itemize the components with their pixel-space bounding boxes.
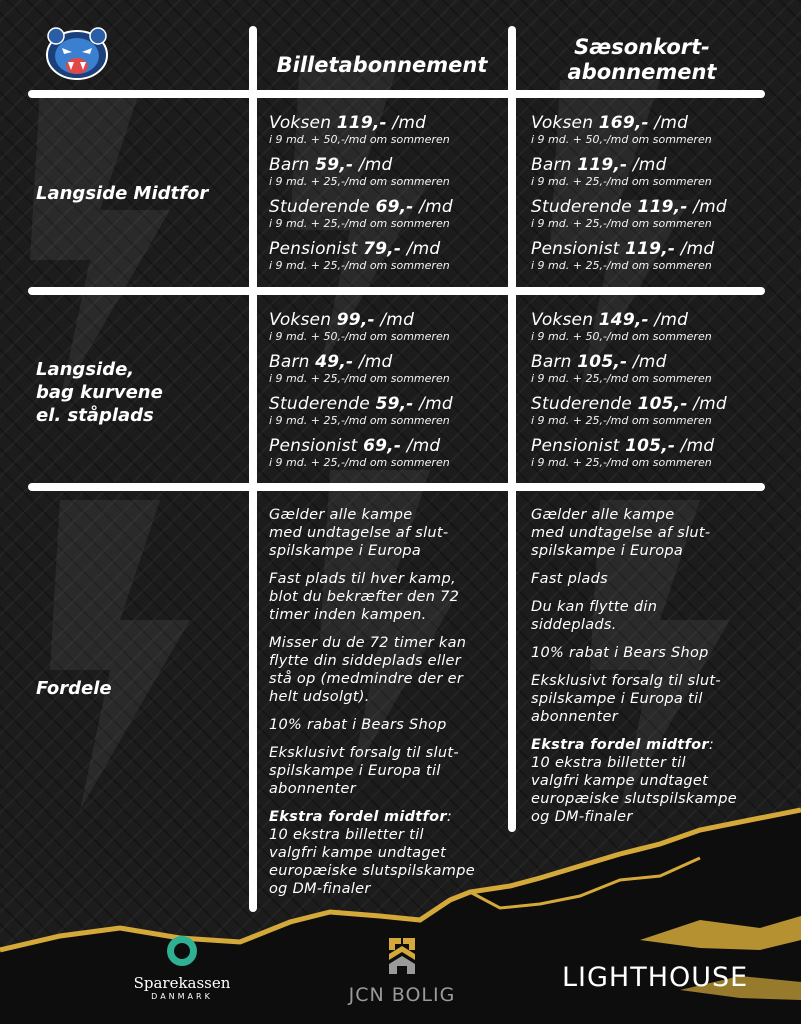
price-note: i 9 md. + 25,-/md om sommeren [531,175,712,188]
price-line [269,239,450,260]
price-category: Barn [269,352,310,372]
price-category: Barn [531,352,572,372]
price-entry [269,310,450,343]
price-line [531,155,712,176]
price-category: Pensionist [269,436,358,456]
price-line [531,113,712,134]
price-category: Studerende [269,197,370,217]
price-value: 119,- [637,197,688,217]
benefit-item: Fast plads til hver kamp, blot du bekræfter den 72 timer inden kampen. [269,571,460,623]
price-value: 59,- [315,155,354,175]
price-unit: /md [632,155,667,175]
price-unit: /md [654,310,689,330]
price-line [531,197,727,218]
price-unit: /md [358,155,393,175]
benefit-item: Eksklusivt forsalg til slut- spilskampe i Europa til abonnenter [269,745,459,797]
price-entry [531,239,714,272]
price-category: Pensionist [531,436,620,456]
sponsor-jcn-bolig: JCN BOLIG [340,936,464,1006]
benefit-item: Misser du de 72 timer kan flytte din siddeplads eller stå op (medmindre der er helt udsolgt). [269,635,467,705]
divider-horizontal-header [28,90,765,98]
price-line [269,310,450,331]
price-value: 79,- [363,239,402,259]
price-unit: /md [654,113,689,133]
price-category: Studerende [531,197,632,217]
price-entry [269,155,450,188]
benefit-extra: Ekstra fordel midtfor: 10 ekstra billetter til valgfri kampe undtaget europæiske slutspilskampe og DM-finaler [531,737,737,825]
price-line [269,436,450,457]
sponsor-lighthouse: LIGHTHOUSE [562,962,749,993]
price-value: 105,- [577,352,628,372]
price-entry [531,155,712,188]
divider-horizontal-row2 [28,483,765,491]
price-note: i 9 md. + 25,-/md om sommeren [531,217,712,230]
price-note: i 9 md. + 25,-/md om sommeren [269,414,450,427]
price-entry [269,394,453,427]
price-line [269,113,450,134]
price-note: i 9 md. + 25,-/md om sommeren [531,372,712,385]
price-note: i 9 md. + 25,-/md om sommeren [269,456,450,469]
price-line [269,197,453,218]
benefit-item: Fast plads [531,571,608,587]
divider-horizontal-row1 [28,287,765,295]
price-value: 49,- [315,352,354,372]
price-unit: /md [392,113,427,133]
price-line [269,394,453,415]
price-value: 119,- [625,239,676,259]
benefit-item: 10% rabat i Bears Shop [531,645,709,661]
divider-vertical-2 [508,26,516,832]
price-note: i 9 md. + 25,-/md om sommeren [269,372,450,385]
price-note: i 9 md. + 25,-/md om sommeren [531,259,712,272]
row-header-langside-midtfor: Langside Midtfor [36,183,209,204]
price-entry [269,352,450,385]
column-header-billetabonnement: Billetabonnement [276,53,488,77]
price-note: i 9 md. + 25,-/md om sommeren [269,217,450,230]
benefit-extra: Ekstra fordel midtfor: 10 ekstra billetter til valgfri kampe undtaget europæiske slutspilskampe og DM-finaler [269,809,475,897]
price-note: i 9 md. + 25,-/md om sommeren [531,414,712,427]
price-note: i 9 md. + 50,-/md om sommeren [269,330,450,343]
price-note: i 9 md. + 50,-/md om sommeren [269,133,450,146]
benefit-item: Gælder alle kampe med undtagelse af slut- spilskampe i Europa [531,507,711,559]
price-value: 69,- [363,436,402,456]
price-value: 59,- [375,394,414,414]
price-entry [269,436,450,469]
price-note: i 9 md. + 25,-/md om sommeren [531,456,712,469]
price-value: 69,- [375,197,414,217]
price-line [531,239,714,260]
price-line [269,155,450,176]
price-line [531,394,727,415]
price-unit: /md [680,239,715,259]
price-value: 149,- [598,310,649,330]
column-header-saesonkort: Sæsonkort- abonnement [567,35,717,84]
price-entry [269,113,450,146]
price-value: 99,- [336,310,375,330]
price-value: 119,- [577,155,628,175]
price-category: Voksen [269,113,332,133]
divider-vertical-1 [249,26,257,912]
price-value: 169,- [598,113,649,133]
price-category: Voksen [531,310,594,330]
price-entry [531,113,712,146]
price-note: i 9 md. + 50,-/md om sommeren [531,330,712,343]
price-category: Studerende [269,394,370,414]
benefit-item: Du kan flytte din siddeplads. [531,599,658,633]
benefit-item: Gælder alle kampe med undtagelse af slut- spilskampe i Europa [269,507,449,559]
benefits-saesonkort [531,506,771,826]
price-value: 105,- [637,394,688,414]
price-unit: /md [419,394,453,414]
price-category: Barn [269,155,310,175]
benefit-item: Eksklusivt forsalg til slut- spilskampe i Europa til abonnenter [531,673,721,725]
price-line [531,436,714,457]
benefit-item: 10% rabat i Bears Shop [269,717,447,733]
bears-logo-icon [44,26,110,82]
price-category: Pensionist [269,239,358,259]
row-header-langside-bag-kurvene: Langside, bag kurvene el. ståplads [36,359,163,426]
price-note: i 9 md. + 25,-/md om sommeren [269,175,450,188]
price-entry [531,197,727,230]
sponsor-sparekassen: Sparekassen DANMARK [126,936,238,1001]
jcn-bolig-logo-icon [385,936,419,976]
price-unit: /md [680,436,715,456]
price-unit: /md [693,197,727,217]
price-entry [531,394,727,427]
price-unit: /md [406,436,441,456]
price-entry [531,310,712,343]
price-unit: /md [419,197,453,217]
price-entry [531,352,712,385]
sparekassen-logo-icon [167,936,197,966]
price-category: Pensionist [531,239,620,259]
price-category: Barn [531,155,572,175]
price-entry [269,197,453,230]
price-unit: /md [358,352,393,372]
price-unit: /md [406,239,441,259]
price-line [269,352,450,373]
price-value: 105,- [625,436,676,456]
price-category: Voksen [269,310,332,330]
price-unit: /md [632,352,667,372]
price-category: Voksen [531,113,594,133]
price-unit: /md [380,310,415,330]
price-entry [269,239,450,272]
price-unit: /md [693,394,727,414]
price-note: i 9 md. + 25,-/md om sommeren [269,259,450,272]
row-header-fordele: Fordele [36,678,112,699]
price-line [531,310,712,331]
price-value: 119,- [336,113,387,133]
price-note: i 9 md. + 50,-/md om sommeren [531,133,712,146]
price-entry [531,436,714,469]
price-category: Studerende [531,394,632,414]
price-line [531,352,712,373]
